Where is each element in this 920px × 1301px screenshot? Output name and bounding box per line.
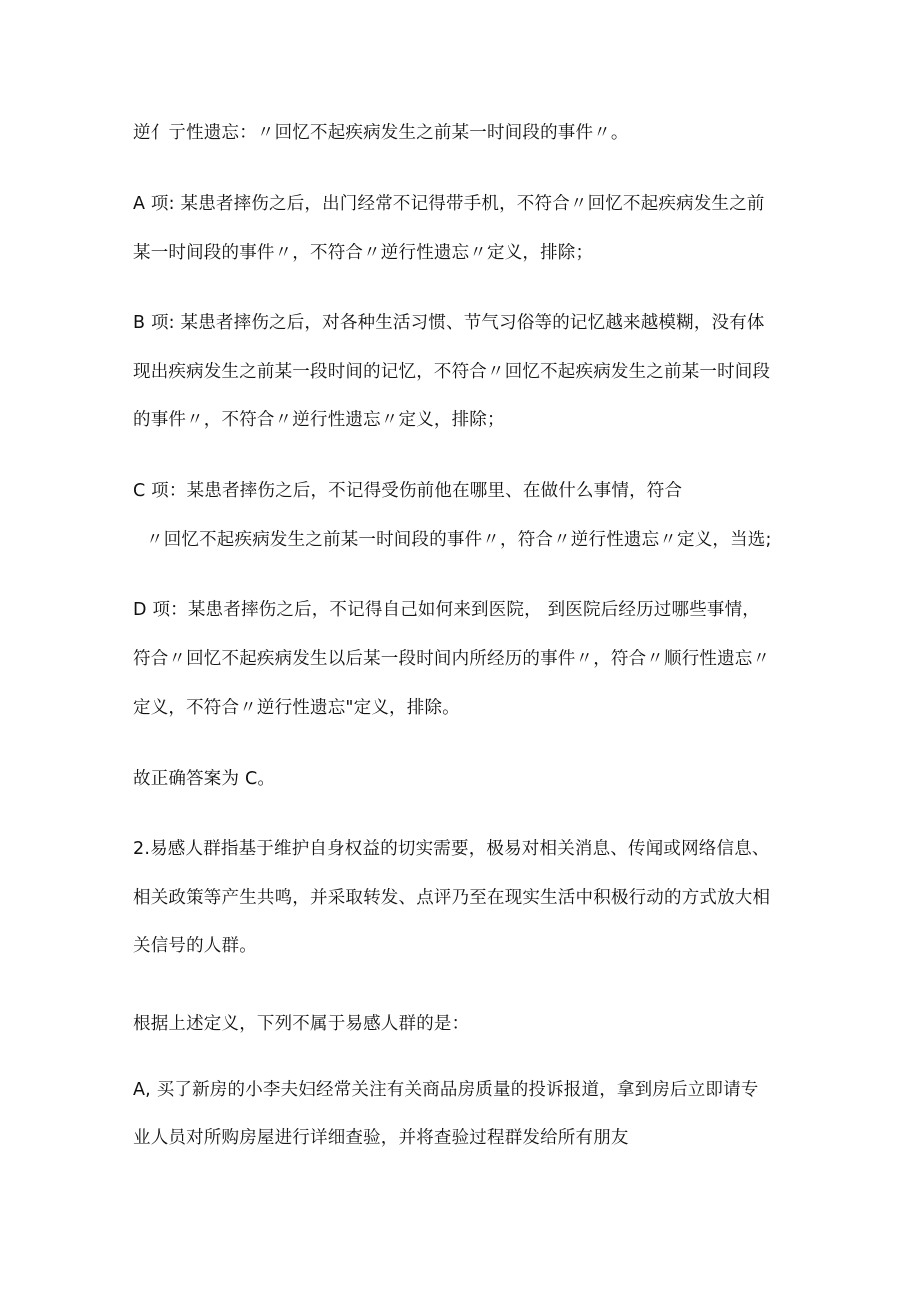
question-2-option-a-line-1: A, 买了新房的小李夫妇经常关注有关商品房质量的投诉报道，拿到房后立即请专 [133,1080,759,1100]
option-d-explanation-line-2: 符合〃回忆不起疾病发生以后某一段时间内所经历的事件〃，符合〃顺行性遗忘〃 [133,649,771,669]
option-b-explanation-line-2: 现出疾病发生之前某一段时间的记忆，不符合〃回忆不起疾病发生之前某一时间段 [133,362,771,382]
question-2-definition-line-2: 相关政策等产生共鸣，并采取转发、点评乃至在现实生活中积极行动的方式放大相 [133,888,771,908]
option-b-explanation-line-3: 的事件〃，不符合〃逆行性遗忘〃定义，排除； [133,410,505,430]
question-2-definition-line-3: 关信号的人群。 [133,936,257,956]
question-2-option-a-line-2: 业人员对所购房屋进行详细查验，并将查验过程群发给所有朋友 [133,1128,629,1148]
option-a-explanation-line-2: 某一时间段的事件〃，不符合〃逆行性遗忘〃定义，排除； [133,243,594,263]
paragraph-definition-line-1: 逆亻亍性遗忘：〃回忆不起疾病发生之前某一时间段的事件〃。 [133,123,629,143]
correct-answer-line: 故正确答案为 C。 [133,769,276,789]
option-a-explanation-line-1: A 项: 某患者摔伤之后，出门经常不记得带手机，不符合〃回忆不起疾病发生之前 [133,194,765,214]
option-d-explanation-line-3: 定义，不符合〃逆行性遗忘"定义，排除。 [133,698,460,718]
option-c-explanation-line-2: 〃回忆不起疾病发生之前某一时间段的事件〃，符合〃逆行性遗忘〃定义，当选; [146,530,772,550]
option-b-explanation-line-1: B 项: 某患者摔伤之后，对各种生活习惯、节气习俗等的记忆越来越模糊，没有体 [133,313,765,333]
question-2-stem: 根据上述定义，下列不属于易感人群的是： [133,1014,470,1034]
option-c-explanation-line-1: C 项：某患者摔伤之后，不记得受伤前他在哪里、在做什么事情，符合 [133,481,683,501]
option-d-explanation-line-1: D 项：某患者摔伤之后，不记得自己如何来到医院， 到医院后经历过哪些事情， [133,600,760,620]
question-2-definition-line-1: 2.易感人群指基于维护自身权益的切实需要，极易对相关消息、传闻或网络信息、 [133,839,770,859]
